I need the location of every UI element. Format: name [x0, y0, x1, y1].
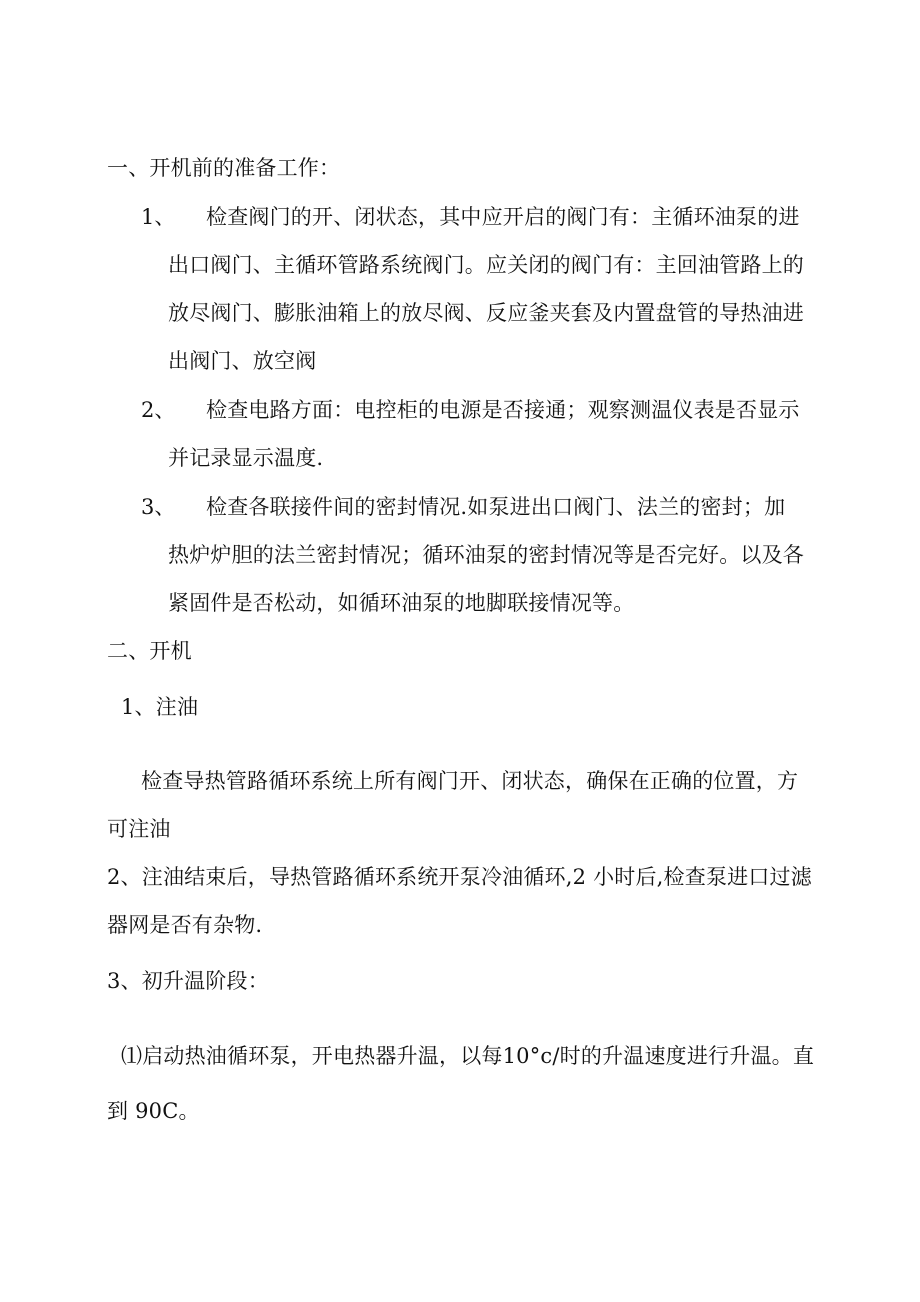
sub1-heading: 1、注油 [121, 695, 199, 719]
sub3-heading: 3、初升温阶段： [107, 969, 269, 993]
sub3-line1: ⑴启动热油循环泵，开电热器升温，以每10°c/时的升温速度进行升温。直 [121, 1044, 815, 1068]
item3-line3: 紧固件是否松动，如循环油泵的地脚联接情况等。 [168, 591, 635, 615]
section1-heading: 一、开机前的准备工作： [107, 156, 341, 180]
item2-line2: 并记录显示温度. [168, 446, 324, 470]
sub2-line2: 器网是否有杂物. [107, 913, 263, 937]
item3-line1: 检查各联接件间的密封情况.如泵进出口阀门、法兰的密封；加 [206, 495, 786, 519]
sub3-line2: 到 90C。 [107, 1099, 200, 1123]
section2-heading: 二、开机 [107, 639, 192, 663]
item2-number: 2、 [141, 398, 176, 422]
item3-number: 3、 [141, 495, 176, 519]
item1-line1: 检查阀门的开、闭状态，其中应开启的阀门有：主循环油泵的进 [206, 205, 800, 229]
item1-line4: 出阀门、放空阀 [168, 349, 317, 373]
sub1-line1: 检查导热管路循环系统上所有阀门开、闭状态，确保在正确的位置，方 [141, 769, 799, 793]
item3-line2: 热炉炉胆的法兰密封情况；循环油泵的密封情况等是否完好。以及各 [168, 543, 804, 567]
item1-line3: 放尽阀门、膨胀油箱上的放尽阀、反应釜夹套及内置盘管的导热油进 [168, 301, 804, 325]
item1-number: 1、 [141, 205, 176, 229]
item1-line2: 出口阀门、主循环管路系统阀门。应关闭的阀门有：主回油管路上的 [168, 253, 804, 277]
sub1-line2: 可注油 [107, 817, 171, 841]
item2-line1: 检查电路方面：电控柜的电源是否接通；观察测温仪表是否显示 [206, 398, 800, 422]
sub2-line1: 2、注油结束后，导热管路循环系统开泵冷油循环,2 小时后,检查泵进口过滤 [107, 865, 812, 889]
